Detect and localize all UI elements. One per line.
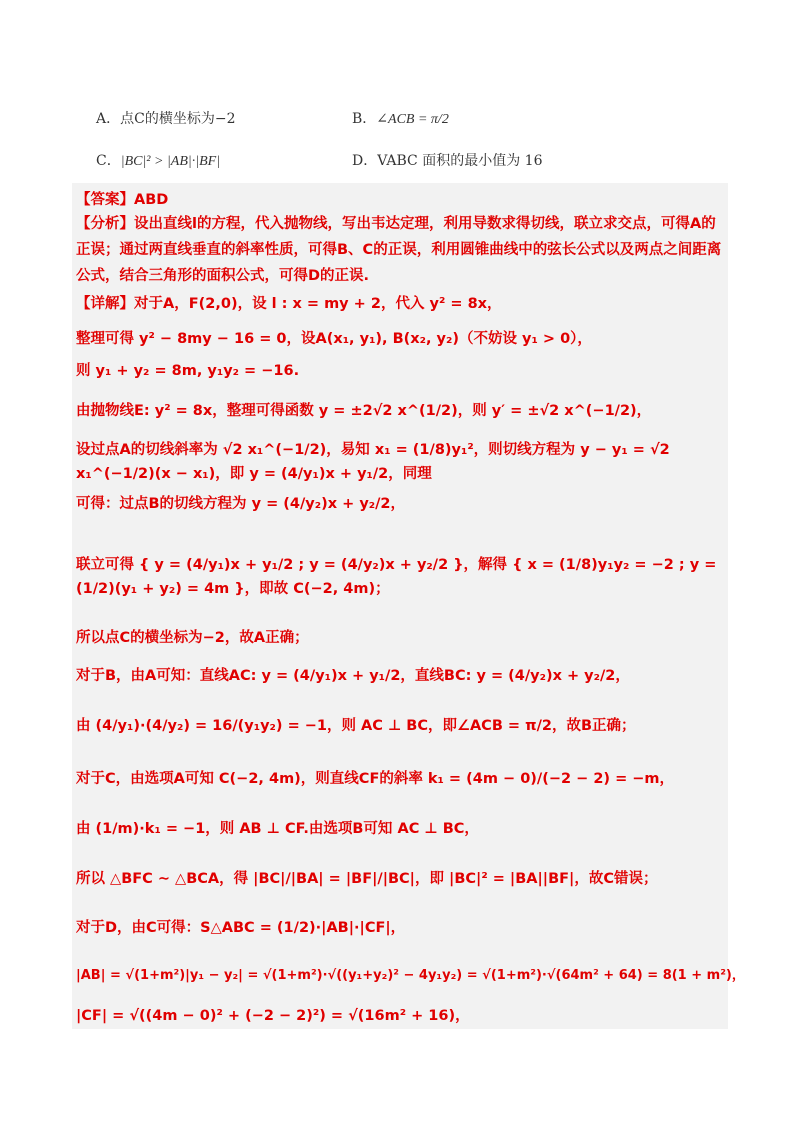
detail-line-16: |CF| = √((4m − 0)² + (−2 − 2)²) = √(16m² + 16)， — [76, 1008, 470, 1024]
option-d-text: VABC 面积的最小值为 16 — [377, 153, 543, 169]
detail-line-2: 整理可得 y² − 8my − 16 = 0，设A(x₁, y₁), B(x₂, y₂)（不妨设 y₁ > 0）， — [76, 331, 592, 347]
option-b — [352, 108, 449, 128]
detail-line-9: 对于B，由A可知：直线AC: y = (4/y₁)x + y₁/2，直线BC: y = (4/y₂)x + y₂/2， — [76, 668, 630, 684]
detail-line-7: 联立可得 { y = (4/y₁)x + y₁/2 ; y = (4/y₂)x + y₂/2 }，解得 { x = (1/8)y₁y₂ = −2 ; y = (1/2)(y₁ + y₂) = 4m }，即故 C(−2, 4m)； — [76, 557, 717, 597]
detail-line-10: 由 (4/y₁)·(4/y₂) = 16/(y₁y₂) = −1，则 AC ⊥ BC，即∠ACB = π/2，故B正确； — [76, 718, 636, 734]
option-b-label: B． — [352, 111, 377, 127]
option-a-label: A． — [96, 111, 121, 127]
option-c-math: |BC|² > |AB|·|BF| — [120, 154, 221, 169]
detail-line-15: |AB| = √(1+m²)|y₁ − y₂| = √(1+m²)·√((y₁+y₂)² − 4y₁y₂) = √(1+m²)·√(64m² + 64) = 8(1 + m²)， — [76, 968, 745, 983]
option-c — [96, 150, 220, 170]
option-a — [96, 108, 235, 128]
detail-line-1: 【详解】对于A，F(2,0)，设 l : x = my + 2，代入 y² = 8x， — [76, 296, 502, 312]
option-c-label: C． — [96, 153, 121, 169]
detail-line-4: 由抛物线E: y² = 8x，整理可得函数 y = ±2√2 x^(1/2)，则 y′ = ±√2 x^(−1/2)， — [76, 403, 652, 419]
option-d — [352, 150, 542, 170]
option-a-text: 点C的横坐标为−2 — [120, 111, 236, 127]
analysis-paragraph: 【分析】设出直线l的方程，代入抛物线，写出韦达定理，利用导数求得切线，联立求交点，可得A的正误；通过两直线垂直的斜率性质，可得B、C的正误，利用圆锥曲线中的弦长公式以及两点之间距离公式，结合三角形的面积公式，可得D的正误. — [76, 216, 722, 284]
detail-line-13: 所以 △BFC ∼ △BCA，得 |BC|/|BA| = |BF|/|BC|，即 |BC|² = |BA||BF|，故C错误； — [76, 871, 658, 887]
detail-line-12: 由 (1/m)·k₁ = −1，则 AB ⊥ CF.由选项B可知 AC ⊥ BC， — [76, 821, 479, 837]
detail-line-11: 对于C，由选项A可知 C(−2, 4m)，则直线CF的斜率 k₁ = (4m − 0)/(−2 − 2) = −m， — [76, 771, 675, 787]
detail-line-6: 可得：过点B的切线方程为 y = (4/y₂)x + y₂/2， — [76, 496, 406, 512]
detail-line-14: 对于D，由C可得：S△ABC = (1/2)·|AB|·|CF|， — [76, 920, 406, 936]
option-b-math: ∠ACB = π/2 — [376, 112, 449, 127]
detail-line-5: 设过点A的切线斜率为 √2 x₁^(−1/2)，易知 x₁ = (1/8)y₁²，则切线方程为 y − y₁ = √2 x₁^(−1/2)(x − x₁)，即 y = (4/y₁)x + y₁/2，同理 — [76, 442, 670, 482]
answer-line: 【答案】ABD — [76, 192, 169, 208]
detail-line-8: 所以点C的横坐标为−2，故A正确； — [76, 630, 309, 646]
option-d-label: D． — [352, 153, 378, 169]
detail-line-3: 则 y₁ + y₂ = 8m, y₁y₂ = −16. — [76, 363, 300, 379]
